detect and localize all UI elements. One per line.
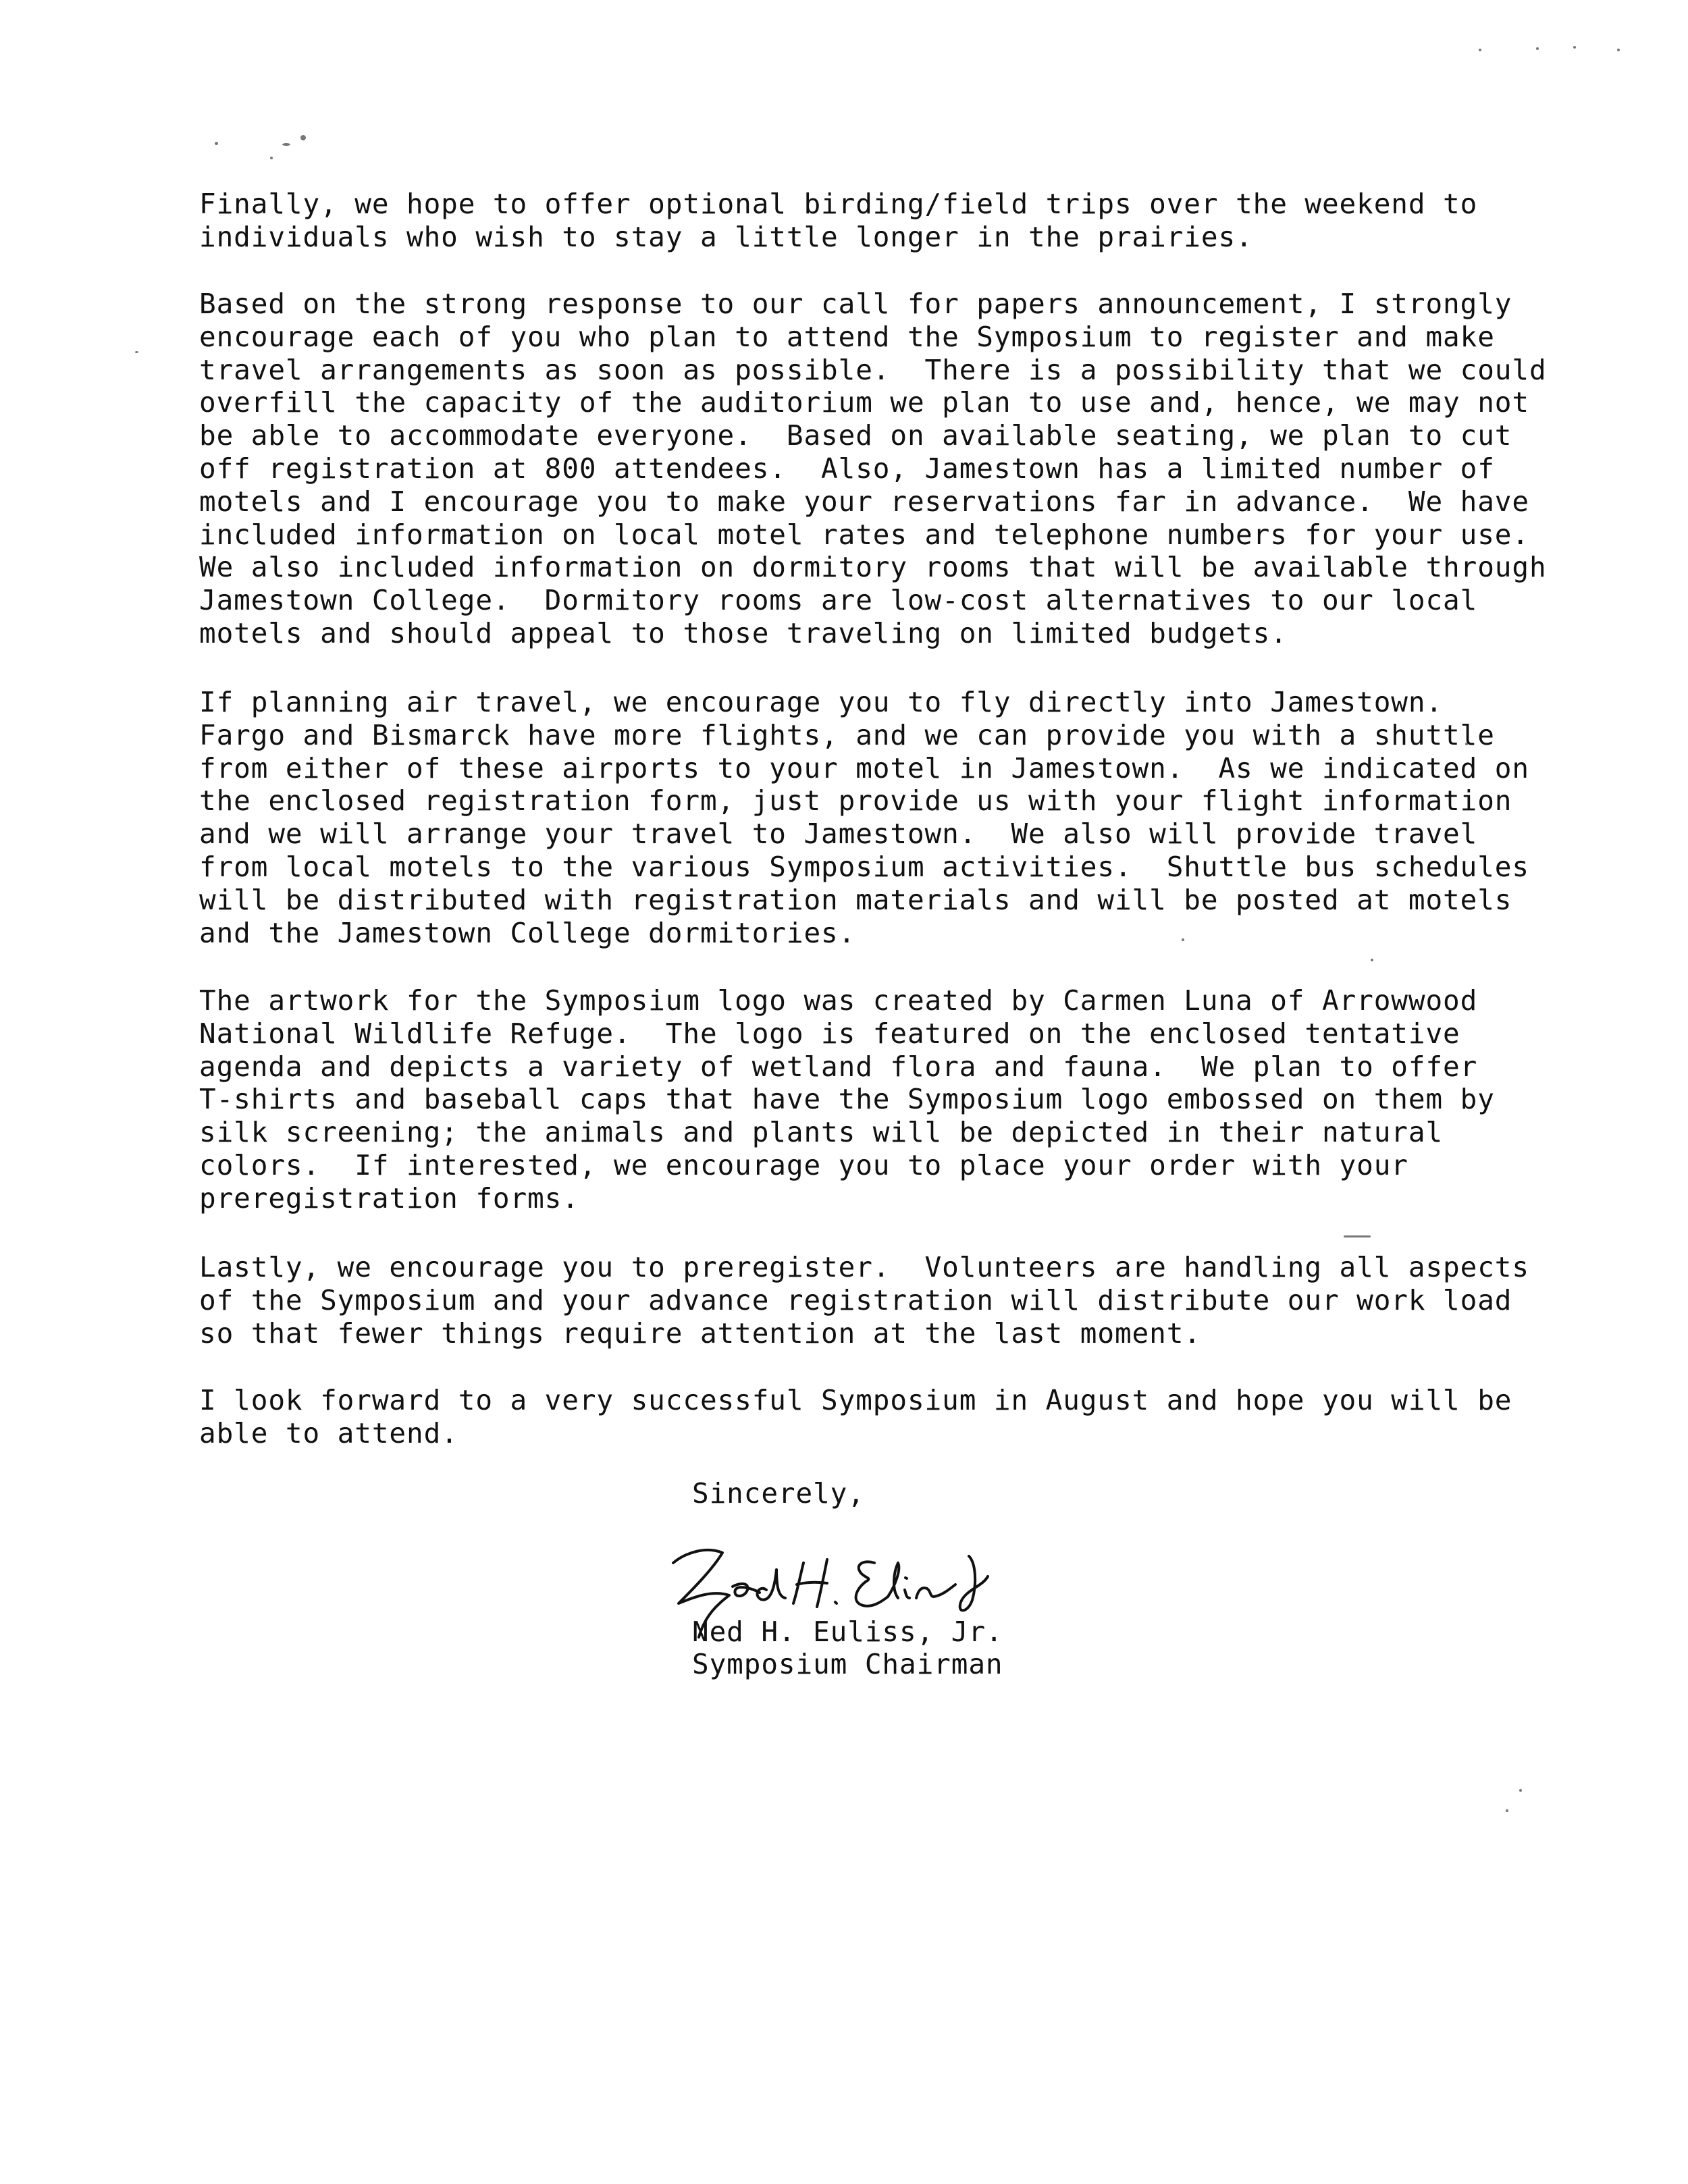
scan-speck: [135, 351, 138, 353]
text-line: If planning air travel, we encourage you to fly directly into Jamestown.: [199, 686, 1444, 718]
text-line: The artwork for the Symposium logo was created by Carmen Luna of Arrowwood: [199, 984, 1478, 1017]
paragraph-air-travel: [199, 686, 1550, 949]
text-line: able to attend.: [199, 1416, 458, 1449]
scan-speck: [300, 135, 306, 140]
text-line: and the Jamestown College dormitories.: [199, 916, 856, 949]
text-line: from either of these airports to your motel in Jamestown. As we indicated on: [199, 751, 1529, 784]
text-line: motels and should appeal to those traveling on limited budgets.: [199, 616, 1288, 649]
paragraph-logo: [199, 984, 1550, 1215]
text-line: from local motels to the various Symposium activities. Shuttle bus schedules: [199, 850, 1529, 883]
text-line: the enclosed registration form, just provide us with your flight information: [199, 784, 1512, 818]
text-line: T-shirts and baseball caps that have the Symposium logo embossed on them by: [199, 1083, 1495, 1116]
text-line: Finally, we hope to offer optional birding/field trips over the weekend to: [199, 188, 1478, 220]
text-line: will be distributed with registration materials and will be posted at motels: [199, 883, 1512, 916]
text-line: We also included information on dormitory rooms that will be available through: [199, 551, 1547, 584]
scan-speck: [1573, 46, 1576, 49]
text-line: colors. If interested, we encourage you to place your order with your: [199, 1148, 1408, 1181]
scan-speck: [1479, 49, 1481, 51]
text-line: National Wildlife Refuge. The logo is featured on the enclosed tentative: [199, 1017, 1460, 1050]
scan-speck: [1519, 1789, 1522, 1792]
text-line: Lastly, we encourage you to preregister. Volunteers are handling all aspects: [199, 1251, 1529, 1283]
text-line: preregistration forms.: [199, 1181, 579, 1215]
paragraph-preregister: [199, 1251, 1550, 1350]
text-line: overfill the capacity of the auditorium we plan to use and, hence, we may not: [199, 386, 1529, 419]
signer-title: Symposium Chairman: [692, 1648, 1003, 1680]
text-line: agenda and depicts a variety of wetland flora and fauna. We plan to offer: [199, 1050, 1478, 1083]
scan-speck: [270, 157, 273, 159]
text-line: motels and I encourage you to make your reservations far in advance. We have: [199, 485, 1529, 518]
scan-speck: [1617, 49, 1620, 51]
text-line: I look forward to a very successful Symposium in August and hope you will be: [199, 1384, 1512, 1416]
text-line: included information on local motel rates and telephone numbers for your use.: [199, 518, 1529, 551]
scan-speck: [1536, 47, 1539, 50]
text-line: travel arrangements as soon as possible. There is a possibility that we could: [199, 353, 1547, 386]
text-line: of the Symposium and your advance registration will distribute our work load: [199, 1283, 1512, 1316]
scan-speck: [282, 143, 290, 146]
paragraph-closing-remarks: [199, 1384, 1550, 1450]
scan-speck: [215, 142, 218, 145]
text-line: encourage each of you who plan to attend the Symposium to register and make: [199, 320, 1495, 353]
closing-salutation: Sincerely,: [692, 1477, 865, 1510]
text-line: so that fewer things require attention at the last moment.: [199, 1316, 1201, 1350]
text-line: and we will arrange your travel to Jamestown. We also will provide travel: [199, 818, 1478, 851]
scan-speck: [1371, 959, 1373, 961]
scan-speck: [1344, 1235, 1371, 1237]
text-line: silk screening; the animals and plants will be depicted in their natural: [199, 1116, 1444, 1149]
text-line: Fargo and Bismarck have more flights, and we can provide you with a shuttle: [199, 718, 1495, 751]
text-line: Jamestown College. Dormitory rooms are low-cost alternatives to our local: [199, 584, 1478, 617]
paragraph-registration: [199, 288, 1550, 650]
text-line: be able to accommodate everyone. Based on available seating, we plan to cut: [199, 419, 1512, 452]
signer-name: Ned H. Euliss, Jr.: [692, 1616, 1003, 1648]
scan-speck: [1506, 1809, 1508, 1812]
text-line: Based on the strong response to our call for papers announcement, I strongly: [199, 288, 1512, 320]
paragraph-field-trips: [199, 188, 1550, 254]
text-line: off registration at 800 attendees. Also, Jamestown has a limited number of: [199, 452, 1495, 485]
text-line: individuals who wish to stay a little longer in the prairies.: [199, 220, 1253, 253]
